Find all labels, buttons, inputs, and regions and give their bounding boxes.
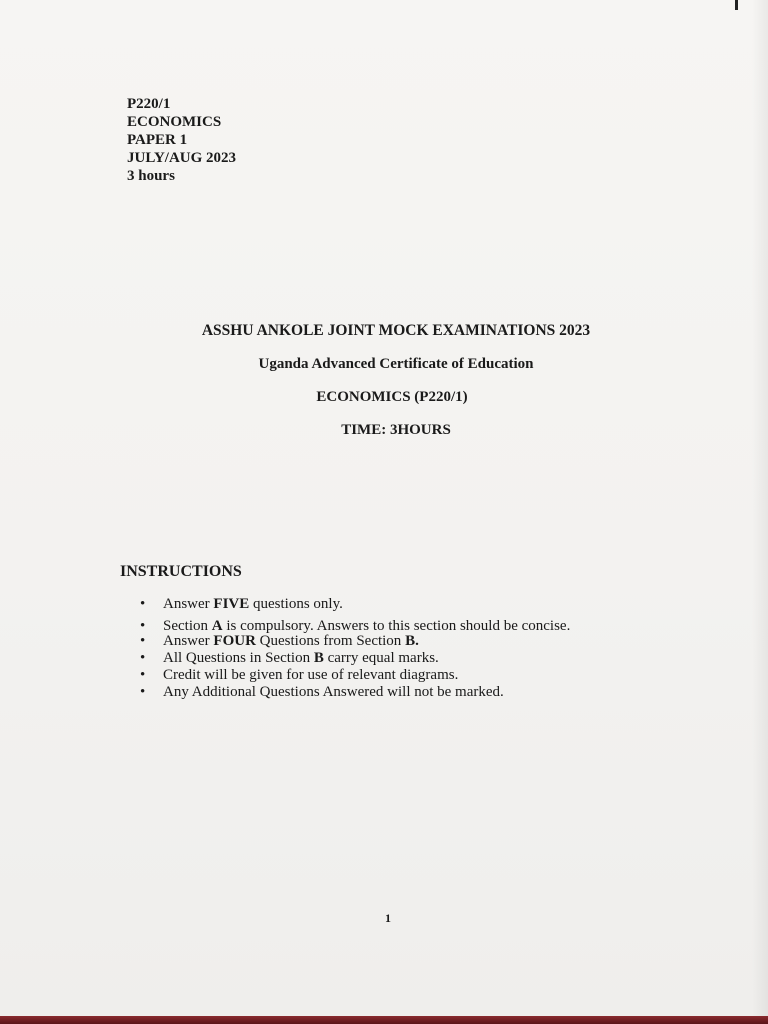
exam-title: ASSHU ANKOLE JOINT MOCK EXAMINATIONS 2023 — [201, 322, 591, 339]
paper-header — [127, 95, 236, 185]
instructions-list — [140, 596, 700, 702]
bottom-edge-band — [0, 1016, 768, 1024]
subject-title: ECONOMICS (P220/1) — [316, 389, 468, 405]
paper-code: P220/1 — [127, 96, 171, 112]
paper-duration: 3 hours — [127, 168, 175, 184]
bullet-icon: • — [140, 596, 146, 612]
instructions-heading: INSTRUCTIONS — [120, 563, 242, 580]
bullet-icon: • — [140, 617, 146, 634]
instruction-item: • Section A is compulsory. Answers to this section should be concise. — [140, 617, 571, 634]
instruction-item: • Answer FOUR Questions from Section B. — [140, 633, 419, 650]
instruction-item: • All Questions in Section B carry equal marks. — [140, 649, 439, 666]
paper-date: JULY/AUG 2023 — [127, 150, 237, 166]
paper-subject: ECONOMICS — [127, 114, 222, 130]
page-edge-shadow — [752, 0, 768, 1024]
page-number: 1 — [385, 911, 391, 925]
corner-mark — [735, 0, 738, 10]
bullet-icon: • — [140, 649, 146, 666]
bullet-icon: • — [140, 667, 146, 684]
bullet-icon: • — [140, 633, 146, 650]
instruction-item: • Credit will be given for use of relevant diagrams. — [140, 667, 459, 684]
time-allowed: TIME: 3HOURS — [341, 422, 451, 438]
paper-number: PAPER 1 — [127, 132, 188, 148]
instruction-item: • Answer FIVE questions only. — [140, 596, 343, 612]
instruction-item: • Any Additional Questions Answered will not be marked. — [140, 683, 504, 700]
certificate-title: Uganda Advanced Certificate of Education — [258, 356, 534, 372]
bullet-icon: • — [140, 683, 146, 700]
